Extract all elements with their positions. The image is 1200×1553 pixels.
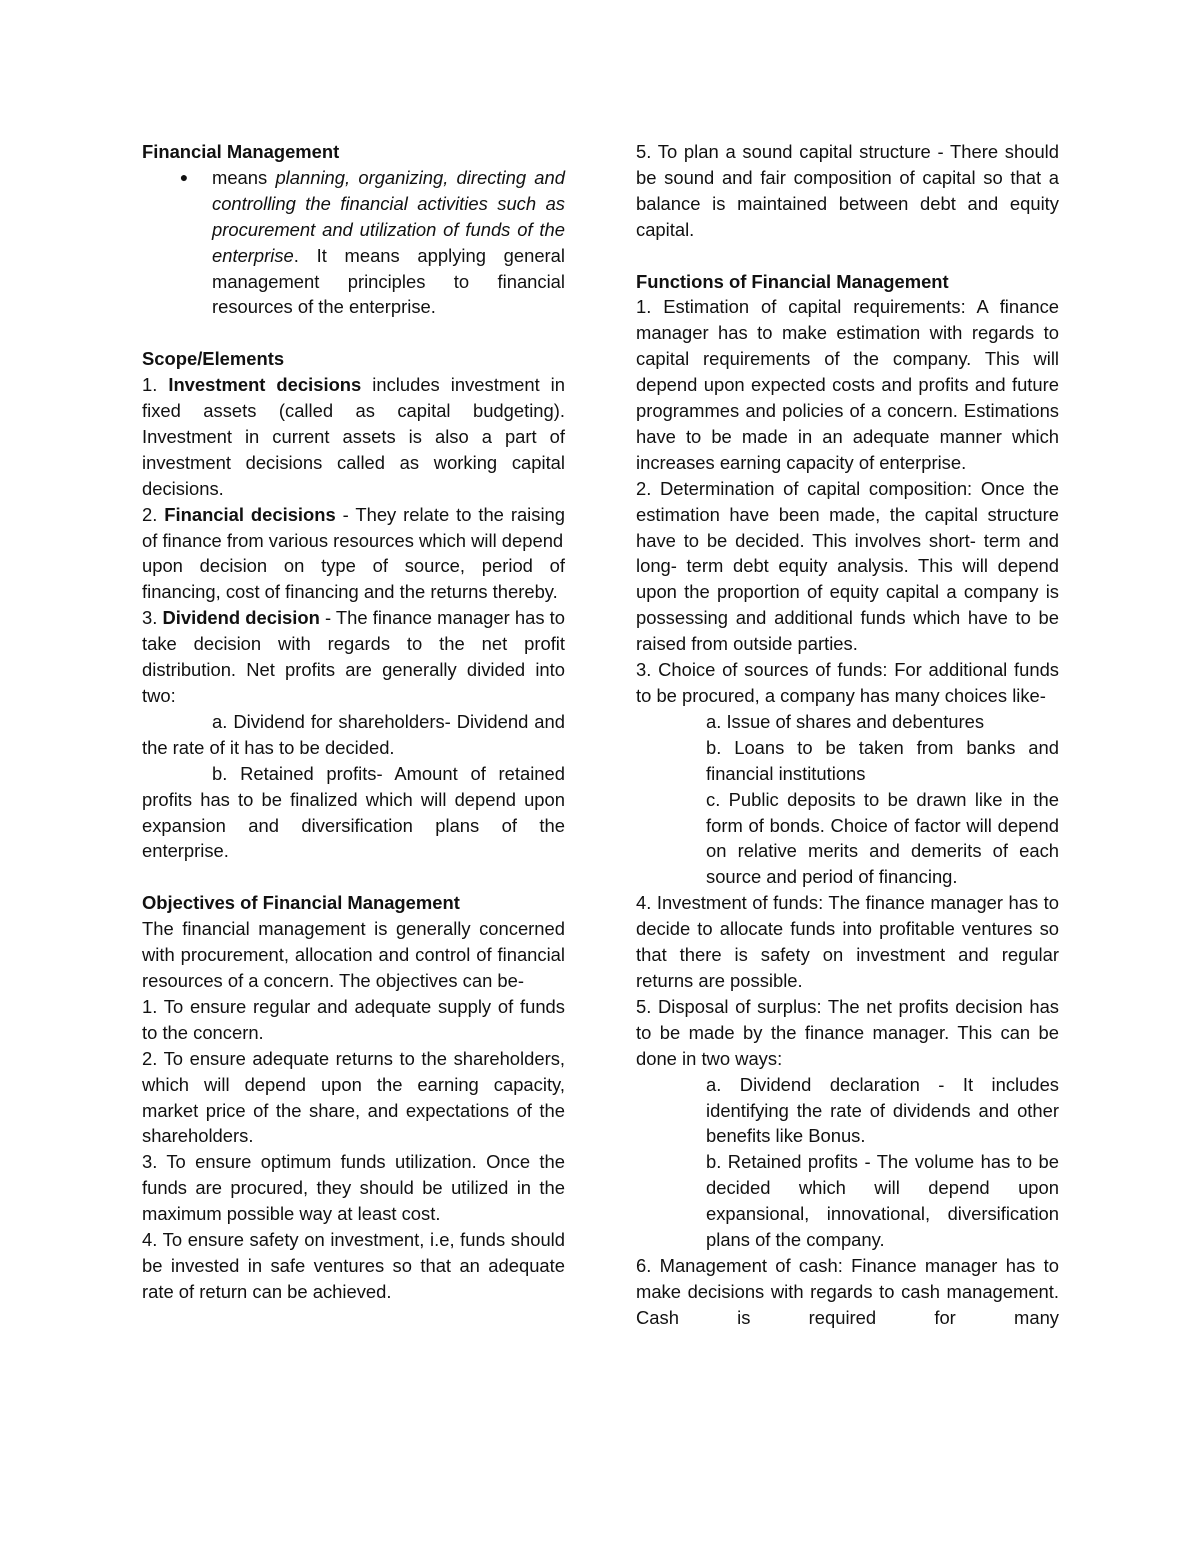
objective-item: 1. To ensure regular and adequate supply of funds to the concern.	[142, 995, 565, 1043]
objectives-heading: Objectives of Financial Management	[142, 892, 460, 914]
function-sub-item: b. Retained profits - The volume has to be decided which will depend upon expansional, innovational, diversification plans of the company.	[706, 1151, 1059, 1251]
function-sub-item: c. Public deposits to be drawn like in the form of bonds. Choice of factor will depend on relative merits and demerits of each source and period of financing.	[706, 788, 1059, 888]
scope-item-financial: 2. Financial decisions - They relate to the raising of finance from various resources which will depend	[142, 503, 566, 551]
scope-heading: Scope/Elements	[142, 348, 285, 370]
objectives-intro: The financial management is generally concerned with procurement, allocation and control of financial resources of a concern. The objectives can be-	[142, 918, 565, 991]
definition-text: means planning, organizing, directing and controlling the financial activities such as procurement and utilization of funds of the enterprise. It means applying general management principles to financial resources of the enterprise.	[212, 166, 565, 318]
scope-item-dividend: 3. Dividend decision - The finance manager has to take decision with regards to the net profit distribution. Net profits are generally divided into two:	[142, 607, 565, 707]
function-item: 4. Investment of funds: The finance manager has to decide to allocate funds into profitable ventures so that there is safety on investment and regular returns are possible.	[636, 892, 1059, 991]
objective-item: 3. To ensure optimum funds utilization. Once the funds are procured, they should be utilized in the maximum possible way at least cost.	[142, 1151, 565, 1225]
dividend-sub-a: a. Dividend for shareholders- Dividend and the rate of it has to be decided.	[142, 710, 565, 758]
function-item: 3. Choice of sources of funds: For additional funds to be procured, a company has many choices like-	[636, 659, 1059, 707]
function-sub-item: a. Issue of shares and debentures	[706, 710, 985, 732]
function-sub-item: a. Dividend declaration - It includes identifying the rate of dividends and other benefits like Bonus.	[706, 1073, 1059, 1147]
objective-item: 2. To ensure adequate returns to the shareholders, which will depend upon the earning capacity, market price of the share, and expectations of the shareholders.	[142, 1047, 565, 1147]
function-item: 1. Estimation of capital requirements: A finance manager has to make estimation with regards to capital requirements of the company. This will depend upon expected costs and profits and future programmes and policies of a concern. Estimations have to be made in an adequate manner which increases earning capacity of enterprise.	[636, 296, 1059, 473]
functions-heading: Functions of Financial Management	[636, 270, 949, 292]
objective-item-5: 5. To plan a sound capital structure - There should be sound and fair composition of capital so that a balance is maintained between debt and equity capital.	[636, 141, 1059, 240]
function-sub-item: b. Loans to be taken from banks and financial institutions	[706, 736, 1059, 784]
bullet-icon: ●	[179, 168, 189, 185]
function-item: 5. Disposal of surplus: The net profits decision has to be made by the finance manager. This can be done in two ways:	[636, 995, 1059, 1069]
right-column	[636, 139, 1059, 1331]
definition-bullet	[142, 165, 565, 320]
function-item: 6. Management of cash: Finance manager has to make decisions with regards to cash management. Cash is required for many	[636, 1254, 1059, 1328]
function-item: 2. Determination of capital composition: Once the estimation have been made, the capital structure have to be decided. This involves short- term and long- term debt equity analysis. This will depend upon the proportion of equity capital a company is possessing and additional funds which have to be raised from outside parties.	[636, 477, 1059, 655]
document-title: Financial Management	[142, 141, 340, 162]
objective-item: 4. To ensure safety on investment, i.e, funds should be invested in safe ventures so that an adequate rate of return can be achieved.	[142, 1229, 565, 1302]
left-column	[142, 139, 565, 1305]
scope-item-investment: 1. Investment decisions includes investment in fixed assets (called as capital budgeting). Investment in current assets is also a part of investment decisions called as working capital decisions.	[142, 374, 565, 499]
dividend-sub-b: b. Retained profits- Amount of retained profits has to be finalized which will depend upon expansion and diversification plans of the enterprise.	[142, 762, 565, 862]
scope-item-financial-cont: upon decision on type of source, period of financing, cost of financing and the returns thereby.	[142, 555, 565, 603]
